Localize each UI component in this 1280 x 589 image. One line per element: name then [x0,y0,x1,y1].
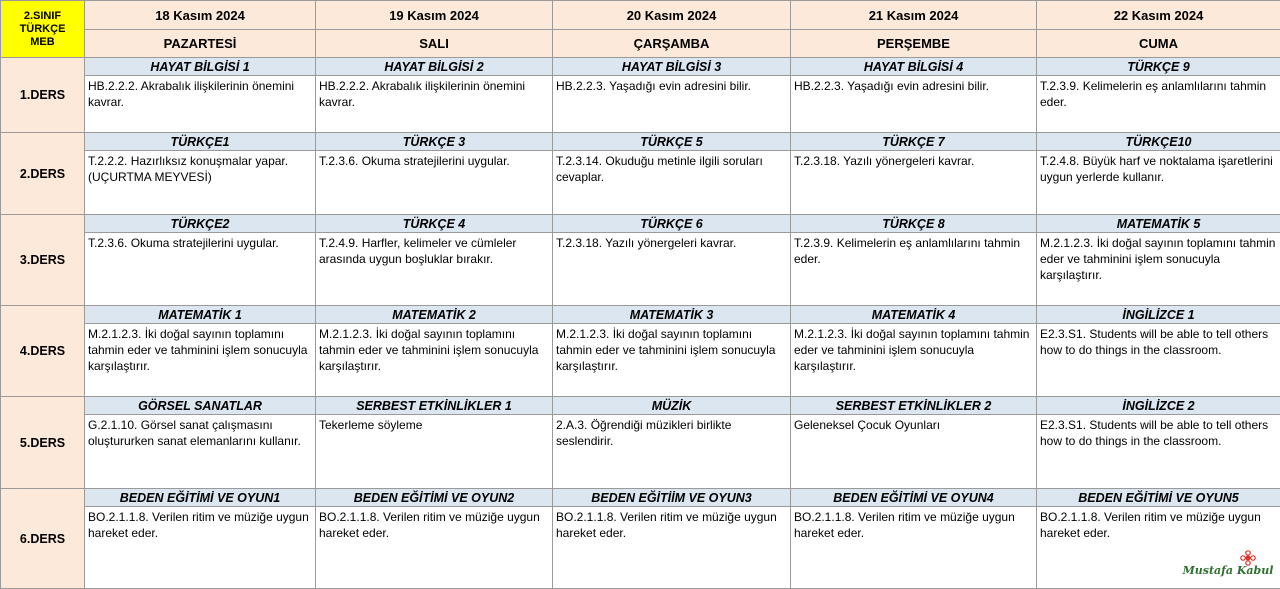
objective-text: Geleneksel Çocuk Oyunları [794,417,1033,433]
day-header-5: CUMA [1037,30,1280,58]
lesson-objective-row [1,507,1280,589]
subject-cell: HAYAT BİLGİSİ 4 [791,58,1037,76]
objective-text: BO.2.1.1.8. Verilen ritim ve müziğe uygun hareket eder. [319,509,549,541]
lesson-subject-row [1,215,1280,233]
objective-text: T.2.2.2. Hazırlıksız konuşmalar yapar.(UÇURTMA MEYVESİ) [88,153,312,185]
subject-cell: SERBEST ETKİNLİKLER 1 [316,397,553,415]
subject-cell: MATEMATİK 2 [316,306,553,324]
objective-text: M.2.1.2.3. İki doğal sayının toplamını tahmin eder ve tahminini işlem sonucuyla karşılaştırır. [319,326,549,374]
objective-text: HB.2.2.3. Yaşadığı evin adresini bilir. [556,78,787,94]
subject-cell: TÜRKÇE2 [85,215,316,233]
objective-cell [1037,324,1280,397]
lesson-objective-row [1,233,1280,306]
objective-text: BO.2.1.1.8. Verilen ritim ve müziğe uygun hareket eder. [556,509,787,541]
objective-text: T.2.3.9. Kelimelerin eş anlamlılarını tahmin eder. [794,235,1033,267]
objective-text: M.2.1.2.3. İki doğal sayının toplamını tahmin eder ve tahminini işlem sonucuyla karşılaştırır. [1040,235,1277,283]
class-subject: TÜRKÇE [1,23,84,36]
day-header-3: ÇARŞAMBA [553,30,791,58]
subject-cell: HAYAT BİLGİSİ 2 [316,58,553,76]
day-header-1: PAZARTESİ [85,30,316,58]
lesson-subject-row [1,133,1280,151]
date-header-3: 20 Kasım 2024 [553,1,791,30]
day-header-4: PERŞEMBE [791,30,1037,58]
lesson-label: 2.DERS [1,133,85,215]
author-signature [1184,541,1272,577]
objective-cell [553,507,791,589]
objective-text: M.2.1.2.3. İki doğal sayının toplamını tahmin eder ve tahminini işlem sonucuyla karşılaştırır. [794,326,1033,374]
objective-cell [1037,151,1280,215]
date-header-5: 22 Kasım 2024 [1037,1,1280,30]
subject-cell: MATEMATİK 4 [791,306,1037,324]
subject-cell: HAYAT BİLGİSİ 1 [85,58,316,76]
subject-cell: TÜRKÇE10 [1037,133,1280,151]
objective-text: HB.2.2.2. Akrabalık ilişkilerinin önemini kavrar. [88,78,312,110]
class-info-cell [1,1,85,58]
objective-cell [85,233,316,306]
objective-cell [791,415,1037,489]
objective-text: BO.2.1.1.8. Verilen ritim ve müziğe uygun hareket eder. [88,509,312,541]
lesson-label: 6.DERS [1,489,85,589]
objective-cell [85,76,316,133]
subject-cell: HAYAT BİLGİSİ 3 [553,58,791,76]
class-grade: 2.SINIF [1,10,84,23]
objective-cell [316,151,553,215]
date-header-2: 19 Kasım 2024 [316,1,553,30]
objective-text: E2.3.S1. Students will be able to tell others how to do things in the classroom. [1040,326,1277,358]
lesson-label: 1.DERS [1,58,85,133]
objective-text: 2.A.3. Öğrendiği müzikleri birlikte seslendirir. [556,417,787,449]
subject-cell: TÜRKÇE 3 [316,133,553,151]
objective-text: M.2.1.2.3. İki doğal sayının toplamını tahmin eder ve tahminini işlem sonucuyla karşılaştırır. [556,326,787,374]
day-header-2: SALI [316,30,553,58]
subject-cell: TÜRKÇE 4 [316,215,553,233]
date-row [1,1,1280,30]
objective-text: BO.2.1.1.8. Verilen ritim ve müziğe uygun hareket eder. [1040,509,1277,541]
objective-text: T.2.3.6. Okuma stratejilerini uygular. [88,235,312,251]
objective-cell [316,233,553,306]
objective-text: G.2.1.10. Görsel sanat çalışmasını oluştururken sanat elemanlarını kullanır. [88,417,312,449]
subject-cell: BEDEN EĞİTİİM VE OYUN3 [553,489,791,507]
signature-text: Mustafa Kabul [1183,564,1274,577]
objective-cell [316,76,553,133]
objective-cell [553,415,791,489]
objective-text: HB.2.2.3. Yaşadığı evin adresini bilir. [794,78,1033,94]
objective-text: T.2.3.14. Okuduğu metinle ilgili soruları cevaplar. [556,153,787,185]
subject-cell: MÜZİK [553,397,791,415]
subject-cell: TÜRKÇE 8 [791,215,1037,233]
objective-text: Tekerleme söyleme [319,417,549,433]
lesson-objective-row [1,151,1280,215]
subject-cell: İNGİLİZCE 1 [1037,306,1280,324]
objective-cell [553,76,791,133]
objective-text: T.2.3.9. Kelimelerin eş anlamlılarını tahmin eder. [1040,78,1277,110]
subject-cell: BEDEN EĞİTİMİ VE OYUN4 [791,489,1037,507]
objective-text: T.2.4.9. Harfler, kelimeler ve cümleler arasında uygun boşluklar bırakır. [319,235,549,267]
objective-text: M.2.1.2.3. İki doğal sayının toplamını tahmin eder ve tahminini işlem sonucuyla karşılaştırır. [88,326,312,374]
objective-cell [553,151,791,215]
objective-cell [791,324,1037,397]
objective-cell [1037,233,1280,306]
objective-text: BO.2.1.1.8. Verilen ritim ve müziğe uygun hareket eder. [794,509,1033,541]
lesson-subject-row [1,58,1280,76]
objective-cell [85,324,316,397]
objective-cell [316,507,553,589]
lesson-subject-row [1,489,1280,507]
subject-cell: TÜRKÇE 5 [553,133,791,151]
subject-cell: SERBEST ETKİNLİKLER 2 [791,397,1037,415]
objective-cell [553,324,791,397]
objective-cell [1037,415,1280,489]
objective-cell [85,507,316,589]
objective-text: T.2.3.18. Yazılı yönergeleri kavrar. [556,235,787,251]
objective-text: T.2.4.8. Büyük harf ve noktalama işaretlerini uygun yerlerde kullanır. [1040,153,1277,185]
objective-cell [316,324,553,397]
subject-cell: MATEMATİK 3 [553,306,791,324]
subject-cell: TÜRKÇE 7 [791,133,1037,151]
objective-cell [791,507,1037,589]
objective-cell [791,76,1037,133]
lesson-objective-row [1,415,1280,489]
subject-cell: İNGİLİZCE 2 [1037,397,1280,415]
subject-cell: MATEMATİK 1 [85,306,316,324]
subject-cell: TÜRKÇE1 [85,133,316,151]
objective-cell [553,233,791,306]
date-header-4: 21 Kasım 2024 [791,1,1037,30]
objective-cell [1037,76,1280,133]
subject-cell: MATEMATİK 5 [1037,215,1280,233]
subject-cell: BEDEN EĞİTİMİ VE OYUN5 [1037,489,1280,507]
lesson-subject-row [1,306,1280,324]
objective-cell [85,151,316,215]
day-row [1,30,1280,58]
objective-text: E2.3.S1. Students will be able to tell others how to do things in the classroom. [1040,417,1277,449]
subject-cell: BEDEN EĞİTİMİ VE OYUN1 [85,489,316,507]
subject-cell: BEDEN EĞİTİMİ VE OYUN2 [316,489,553,507]
lesson-label: 3.DERS [1,215,85,306]
date-header-1: 18 Kasım 2024 [85,1,316,30]
objective-text: T.2.3.18. Yazılı yönergeleri kavrar. [794,153,1033,169]
objective-cell [85,415,316,489]
lesson-objective-row [1,76,1280,133]
objective-text: HB.2.2.2. Akrabalık ilişkilerinin önemini kavrar. [319,78,549,110]
subject-cell: GÖRSEL SANATLAR [85,397,316,415]
lesson-subject-row [1,397,1280,415]
lesson-objective-row [1,324,1280,397]
objective-text: T.2.3.6. Okuma stratejilerini uygular. [319,153,549,169]
subject-cell: TÜRKÇE 9 [1037,58,1280,76]
class-source: MEB [1,36,84,49]
objective-cell [791,233,1037,306]
objective-cell [791,151,1037,215]
lesson-label: 4.DERS [1,306,85,397]
subject-cell: TÜRKÇE 6 [553,215,791,233]
schedule-body [1,1,1280,589]
objective-cell [316,415,553,489]
lesson-label: 5.DERS [1,397,85,489]
